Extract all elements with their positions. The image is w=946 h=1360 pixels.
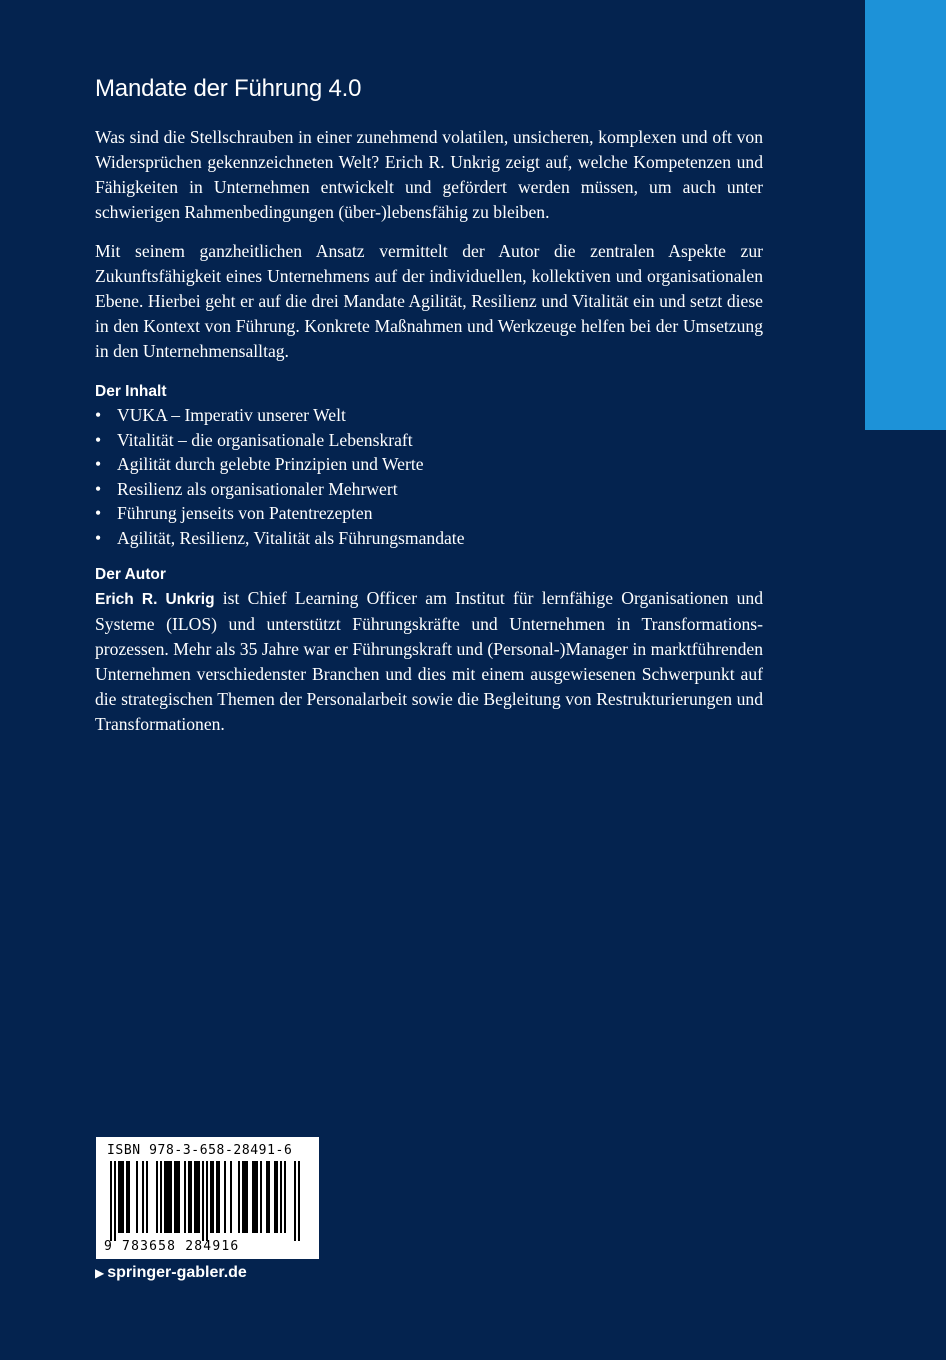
author-bio xyxy=(95,586,763,737)
list-item: • Agilität, Resilienz, Vitalität als Führungsmandate xyxy=(95,526,763,551)
barcode-bar xyxy=(198,1161,200,1233)
barcode-bar xyxy=(202,1161,204,1241)
barcode-bar xyxy=(156,1161,158,1233)
barcode-bar xyxy=(274,1161,276,1233)
barcode-bar xyxy=(188,1161,190,1233)
back-cover-content xyxy=(95,72,763,737)
bullet-icon: • xyxy=(95,405,102,425)
barcode-bar xyxy=(160,1161,162,1233)
inhalt-list xyxy=(95,403,763,551)
barcode-bar xyxy=(260,1161,262,1233)
bullet-icon: • xyxy=(95,429,102,450)
website-url: springer-gabler.de xyxy=(107,1264,247,1281)
barcode-bar xyxy=(244,1161,246,1233)
barcode-bar xyxy=(206,1161,208,1241)
barcode-bar xyxy=(176,1161,178,1233)
bullet-icon: • xyxy=(95,454,102,475)
ean-digits: 9 783658 284916 xyxy=(104,1239,240,1254)
intro-paragraph-2: Mit seinem ganzheitlichen Ansatz vermittelt der Autor die zentralen Aspekte zur Zukunftsfähigkeit eines Unternehmens auf der individuellen, kollektiven und organisationalen Ebene. Hierbei geht er auf die drei Mandate Agilität, Resilienz und Vitalität ein und setzt diese in den Kontext von Führung. Konkrete Maßnahmen und Werkzeuge helfen bei der Umsetzung in den Unternehmensalltag. xyxy=(95,241,763,361)
list-item: • Agilität durch gelebte Prinzipien und Werte xyxy=(95,452,763,477)
barcode-bar xyxy=(174,1161,176,1233)
barcode-bar xyxy=(218,1161,220,1233)
bullet-icon: • xyxy=(95,503,102,524)
barcode-bar xyxy=(190,1161,192,1233)
barcode-bar xyxy=(230,1161,232,1233)
isbn-barcode xyxy=(96,1137,319,1259)
barcode-bar xyxy=(256,1161,258,1233)
barcode-bar xyxy=(118,1161,120,1233)
intro-paragraph-1: Was sind die Stellschrauben in einer zunehmend volatilen, unsicheren, komplexen und oft von Widersprüchen gekennzeichneten Welt? Erich R. Unkrig zeigt auf, welche Kompetenzen und Fähigkeiten in Unternehmen entwickelt und gefördert werden müssen, um auch unter schwierigen Rahmenbedingungen (über-)lebensfähig zu bleiben. xyxy=(95,127,763,222)
barcode-bars xyxy=(106,1161,310,1241)
barcode-bar xyxy=(184,1161,186,1233)
barcode-bar xyxy=(120,1161,122,1233)
barcode-bar xyxy=(242,1161,244,1233)
barcode-bar xyxy=(142,1161,144,1233)
bullet-icon: • xyxy=(95,527,102,548)
barcode-bar xyxy=(266,1161,268,1233)
barcode-bar xyxy=(284,1161,286,1233)
barcode-bar xyxy=(224,1161,226,1233)
book-title: Mandate der Führung 4.0 xyxy=(95,75,362,102)
barcode-bar xyxy=(238,1161,240,1233)
barcode-bar xyxy=(166,1161,168,1233)
author-name: Erich R. Unkrig xyxy=(95,590,215,608)
author-bio-text: ist Chief Learning Officer am Institut für lernfähige Organisationen und Systeme (ILOS) und unterstützt Führungskräfte und Unternehmen in Transformationsprozessen. Mehr als 35 Jahre war er Führungskraft und (Personal-)Manager in marktführenden Unternehmen verschiedenster Branchen und dies mit einem ausgewiesenen Schwerpunkt auf die strategischen Themen der Personalarbeit sowie die Begleitung von Restrukturierungen und Transformationen. xyxy=(95,587,763,734)
list-item: • Führung jenseits von Patentrezepten xyxy=(95,501,763,526)
barcode-bar xyxy=(126,1161,128,1233)
barcode-bar xyxy=(136,1161,138,1233)
barcode-bar xyxy=(254,1161,256,1233)
triangle-right-icon: ▶ xyxy=(95,1266,105,1280)
accent-bar xyxy=(865,0,946,430)
isbn-label: ISBN 978-3-658-28491-6 xyxy=(107,1143,293,1158)
list-item: • VUKA – Imperativ unserer Welt xyxy=(95,403,763,428)
barcode-bar xyxy=(164,1161,166,1233)
list-item: • Vitalität – die organisationale Lebenskraft xyxy=(95,428,763,453)
barcode-bar xyxy=(170,1161,172,1233)
barcode-bar xyxy=(178,1161,180,1233)
barcode-bar xyxy=(276,1161,278,1233)
barcode-bar xyxy=(268,1161,270,1233)
barcode-bar xyxy=(110,1161,112,1241)
barcode-bar xyxy=(194,1161,196,1233)
barcode-bar xyxy=(216,1161,218,1233)
list-item: • Resilienz als organisationaler Mehrwert xyxy=(95,477,763,502)
barcode-bar xyxy=(252,1161,254,1233)
barcode-bar xyxy=(280,1161,282,1233)
barcode-bar xyxy=(294,1161,296,1241)
barcode-bar xyxy=(210,1161,212,1233)
barcode-bar xyxy=(212,1161,214,1233)
barcode-bar xyxy=(298,1161,300,1241)
bullet-icon: • xyxy=(95,478,102,499)
barcode-bar xyxy=(128,1161,130,1233)
barcode-bar xyxy=(168,1161,170,1233)
barcode-bar xyxy=(114,1161,116,1241)
autor-heading: Der Autor xyxy=(95,565,166,583)
inhalt-heading: Der Inhalt xyxy=(95,383,167,400)
website-link[interactable] xyxy=(95,1264,247,1282)
barcode-bar xyxy=(196,1161,198,1233)
barcode-bar xyxy=(246,1161,248,1233)
barcode-bar xyxy=(146,1161,148,1233)
barcode-bar xyxy=(122,1161,124,1233)
